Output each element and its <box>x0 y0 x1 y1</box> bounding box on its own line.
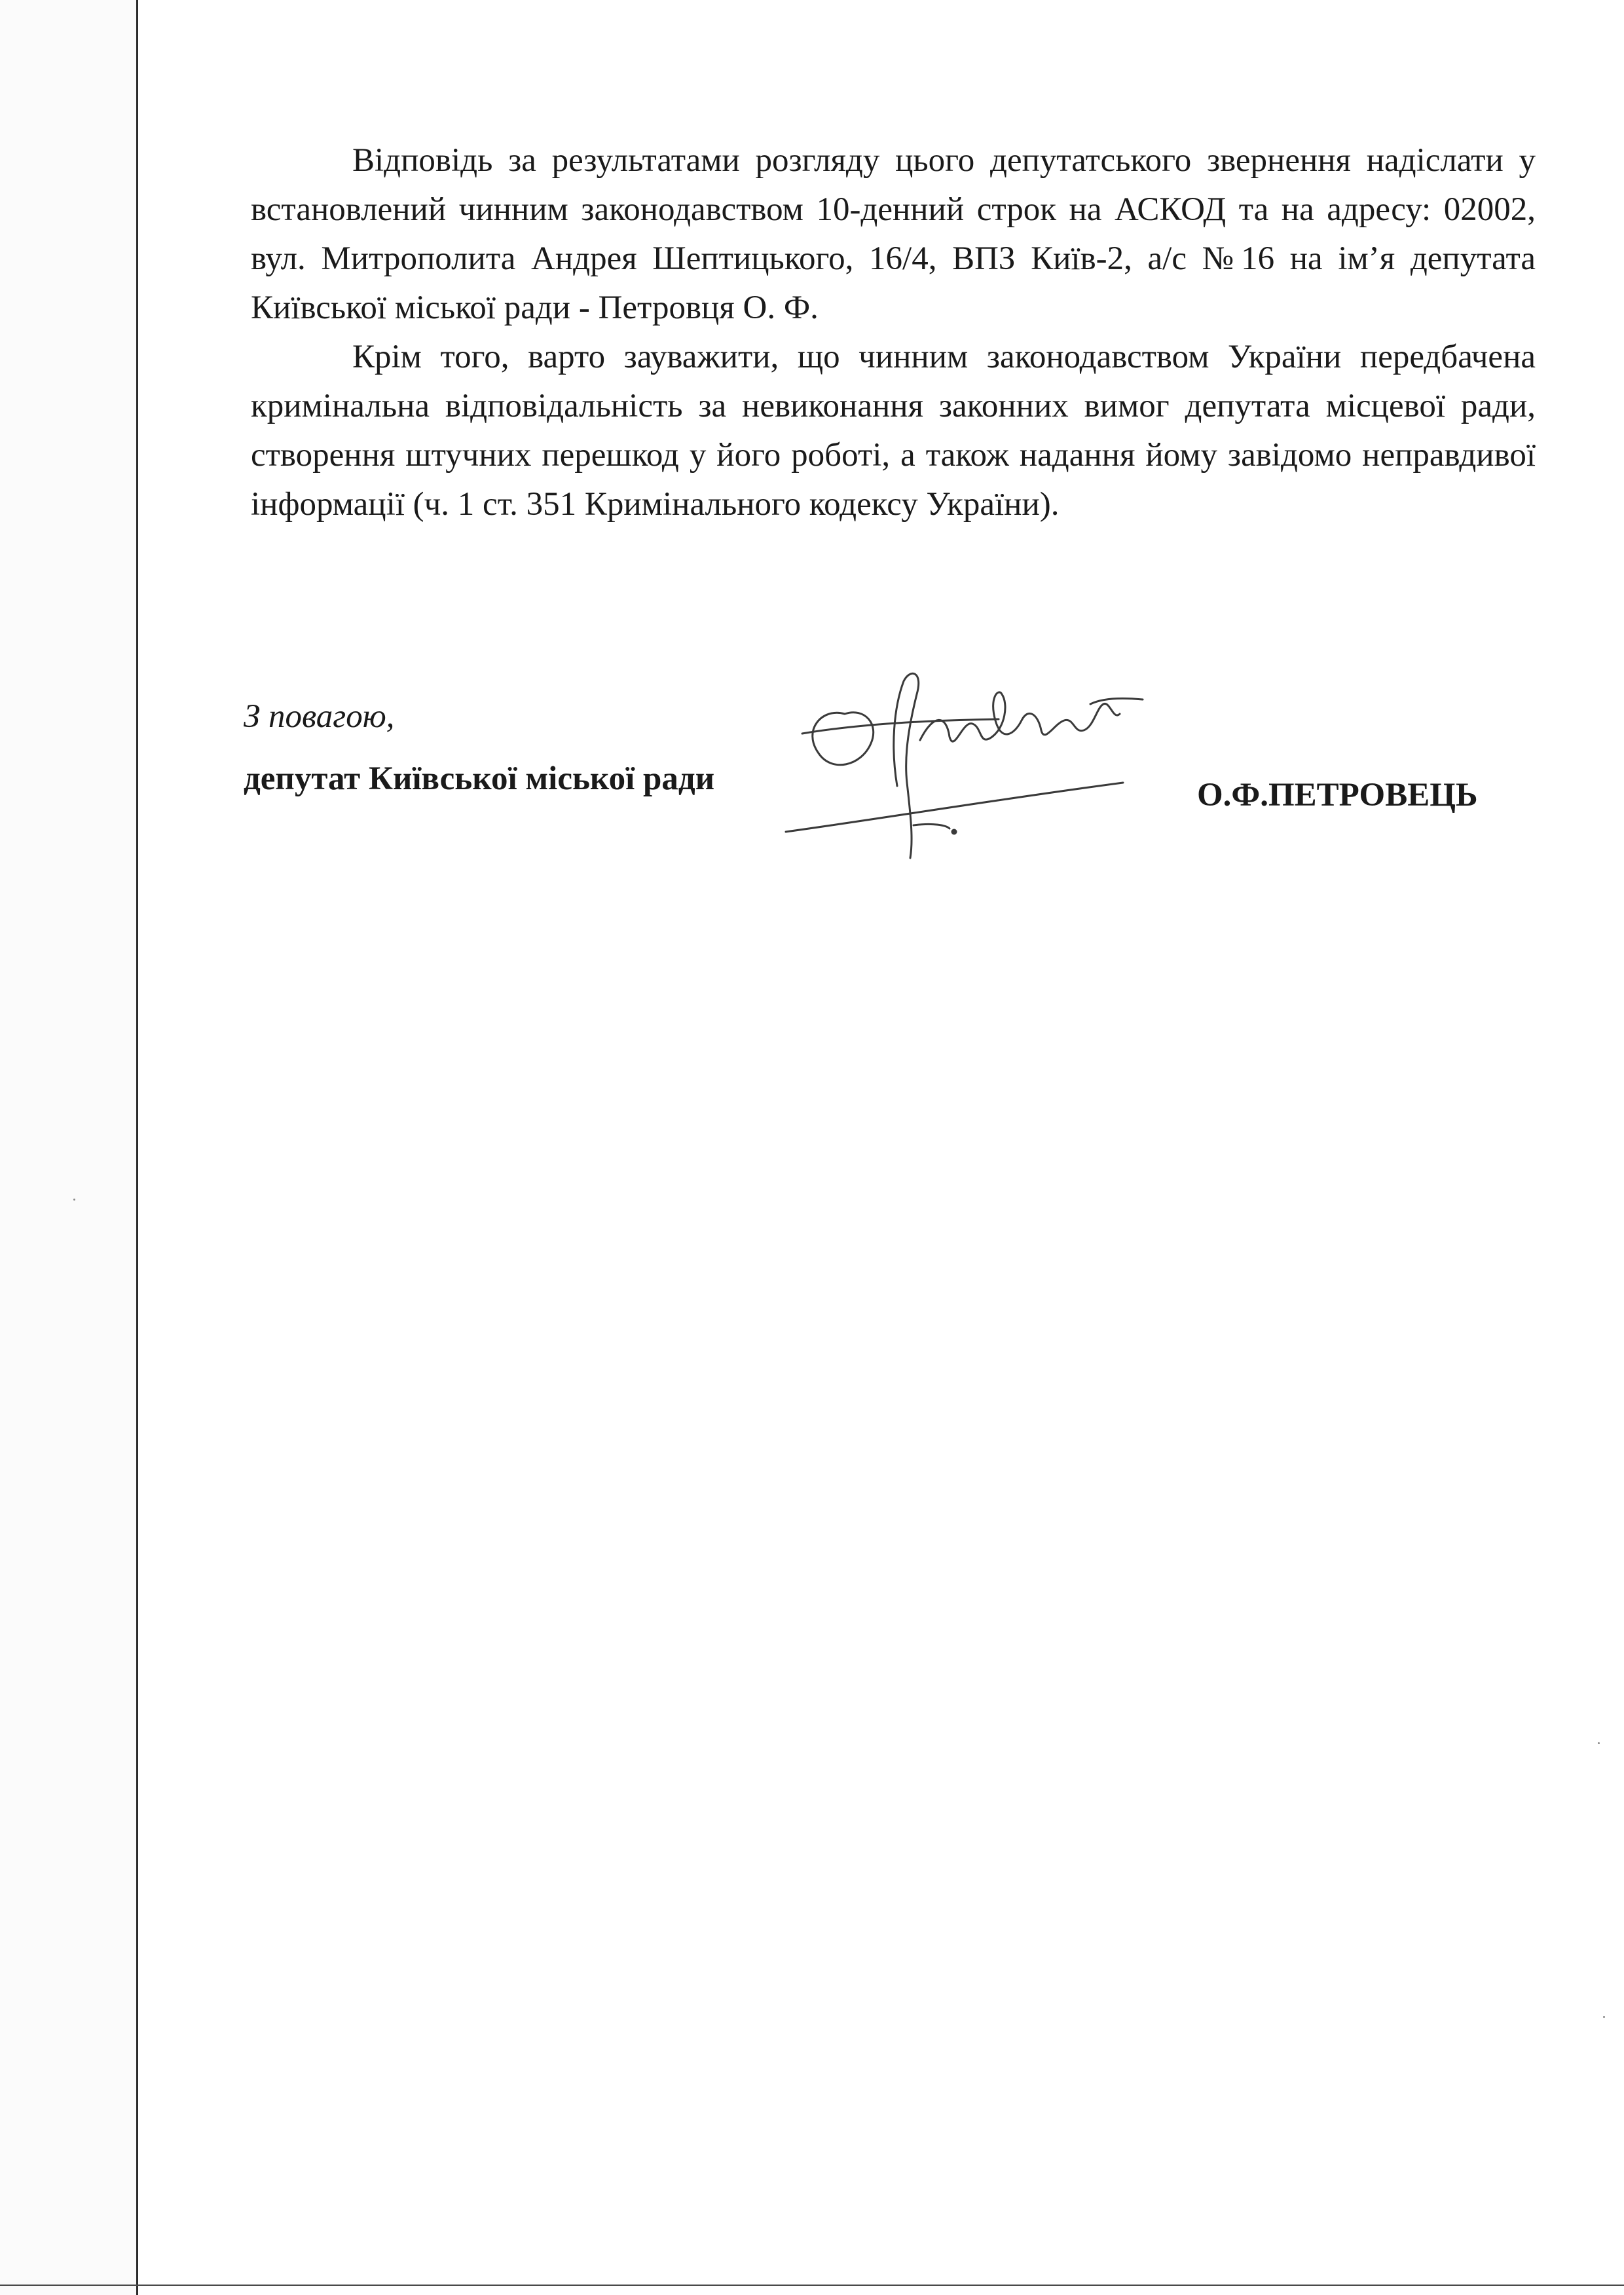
letter-body <box>251 136 1536 529</box>
handwritten-signature <box>783 668 1175 865</box>
paragraph-legal-warning: Крім того, варто зауважити, що чинним законодавством України передбачена кримінальна відповідальність за невиконання законних вимог депутата місцевої ради, створення штучних перешкод у його роботі, а також надання йому завідомо неправдивої інформації (ч. 1 ст. 351 Кримінального кодексу України). <box>251 339 1536 523</box>
scan-speck <box>1598 1742 1600 1744</box>
scan-edge-line <box>136 0 138 2295</box>
signer-name: О.Ф.ПЕТРОВЕЦЬ <box>1197 777 1478 813</box>
scan-speck <box>73 1199 75 1201</box>
closing-greeting: З повагою, <box>244 698 395 735</box>
scan-speck <box>1603 2016 1605 2018</box>
paragraph-response-instructions: Відповідь за результатами розгляду цього депутатського звернення надіслати у встановлений чинним законодавством 10-денний строк на АСКОД та на адресу: 02002, вул. Митрополита Андрея Шептицького, 16/4, ВПЗ Київ-2, а/с №16 на ім’я депутата Київської міської ради - Петровця О. Ф. <box>251 142 1536 326</box>
scan-bottom-line <box>0 2285 1624 2286</box>
signer-role: депутат Київської міської ради <box>244 760 715 797</box>
scan-margin <box>0 0 136 2295</box>
